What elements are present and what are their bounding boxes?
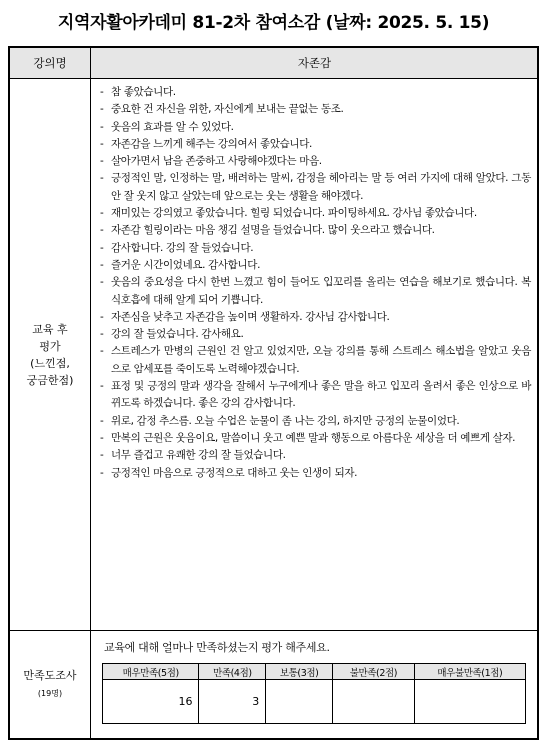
rating-value-very-satisfied: 16 [103, 680, 199, 724]
feedback-label-line: (느낀점, [30, 356, 70, 370]
feedback-text: 감사합니다. 강의 잘 들었습니다. [111, 241, 254, 254]
feedback-item [100, 343, 531, 378]
feedback-bullet: - [100, 137, 104, 150]
feedback-bullet: - [100, 449, 104, 462]
feedback-text: 웃음의 중요성을 다시 한번 느꼈고 힘이 들어도 입꼬리를 올리는 연습을 해보기로 했습니다. 복식호흡에 대해 알게 되어 기쁩니다. [111, 276, 531, 306]
rating-header-neutral: 보통(3점) [266, 664, 333, 680]
feedback-item [100, 84, 531, 101]
feedback-item [100, 240, 531, 257]
feedback-text: 자존감을 느끼게 해주는 강의여서 좋았습니다. [111, 137, 313, 150]
feedback-item [100, 465, 531, 482]
feedback-bullet: - [100, 172, 104, 185]
feedback-text: 너무 즐겁고 유쾌한 강의 잘 들었습니다. [111, 449, 286, 462]
feedback-text: 긍정적인 말, 인정하는 말, 배려하는 말씨, 감정을 헤아리는 말 등 여러 가지에 대해 알았다. 그동안 잘 웃지 않고 살았는데 앞으로는 웃는 생활을 해야겠다. [111, 172, 531, 202]
feedback-label [27, 321, 74, 389]
feedback-text: 참 좋았습니다. [111, 86, 176, 98]
feedback-bullet: - [100, 310, 104, 323]
feedback-bullet: - [100, 224, 104, 237]
feedback-row [10, 79, 537, 631]
feedback-text: 재미있는 강의였고 좋았습니다. 힐링 되었습니다. 파이팅하세요. 강사님 좋았습니다. [111, 207, 477, 220]
feedback-item [100, 136, 531, 153]
feedback-content-cell [92, 79, 537, 630]
feedback-text: 웃음의 효과를 알 수 있었다. [111, 120, 234, 133]
rating-header-very-satisfied: 매우만족(5점) [103, 664, 199, 680]
feedback-bullet: - [100, 466, 104, 479]
feedback-text: 표정 및 긍정의 말과 생각을 잘해서 누구에게나 좋은 말을 하고 입꼬리 올려서 좋은 인상으로 바뀌도록 하겠습니다. 좋은 강의 감사합니다. [111, 380, 531, 410]
satisfaction-value-row [103, 680, 526, 724]
rating-value-very-dissatisfied [414, 680, 525, 724]
feedback-text: 즐거운 시간이었네요. 감사합니다. [111, 258, 261, 271]
satisfaction-prompt: 교육에 대해 얼마나 만족하셨는지 평가 해주세요. [104, 641, 330, 654]
rating-value-dissatisfied [333, 680, 415, 724]
feedback-item [100, 430, 531, 447]
feedback-item [100, 274, 531, 309]
rating-header-very-dissatisfied: 매우불만족(1점) [414, 664, 525, 680]
feedback-text: 만복의 근원은 웃음이요, 말씀이니 웃고 예쁜 말과 행동으로 아름다운 세상을 더 예쁘게 살자. [111, 431, 516, 444]
feedback-item [100, 153, 531, 170]
satisfaction-row [10, 631, 537, 738]
feedback-item [100, 309, 531, 326]
feedback-bullet: - [100, 431, 104, 444]
feedback-bullet: - [100, 276, 104, 289]
feedback-text: 긍정적인 마음으로 긍정적으로 대하고 웃는 인생이 되자. [111, 466, 358, 479]
feedback-item [100, 101, 531, 118]
feedback-bullet: - [100, 120, 104, 133]
feedback-bullet: - [100, 207, 104, 220]
feedback-item [100, 222, 531, 239]
feedback-label-cell [10, 79, 91, 630]
feedback-item [100, 205, 531, 222]
feedback-label-line: 평가 [39, 339, 61, 353]
feedback-item [100, 170, 531, 205]
feedback-item [100, 119, 531, 136]
feedback-bullet: - [100, 414, 104, 427]
feedback-bullet: - [100, 103, 104, 116]
feedback-text: 중요한 건 자신을 위한, 자신에게 보내는 끝없는 동조. [111, 103, 344, 116]
survey-table [8, 46, 539, 740]
satisfaction-header-row [103, 664, 526, 680]
feedback-item [100, 447, 531, 464]
page-title: 지역자활아카데미 81-2차 참여소감 (날짜: 2025. 5. 15) [57, 13, 490, 33]
respondent-count: (19명) [37, 688, 63, 698]
satisfaction-label: 만족도조사 [23, 668, 77, 682]
feedback-bullet: - [100, 258, 104, 271]
feedback-bullet: - [100, 86, 104, 98]
header-lecture-name: 자존감 [297, 56, 332, 70]
feedback-bullet: - [100, 155, 104, 168]
feedback-item [100, 326, 531, 343]
feedback-bullet: - [100, 380, 104, 393]
feedback-list [100, 84, 531, 482]
feedback-text: 위로, 감정 추스름. 오늘 수업은 눈물이 좀 나는 강의, 하지만 긍정의 눈물이었다. [111, 414, 460, 427]
satisfaction-label-cell [10, 631, 91, 738]
satisfaction-table [102, 663, 526, 724]
satisfaction-content-cell [92, 631, 537, 738]
feedback-label-line: 궁금한점) [26, 373, 74, 387]
feedback-text: 스트레스가 만병의 근원인 건 알고 있었지만, 오늘 강의를 통해 스트레스 해소법을 알았고 웃음으로 암세포를 죽이도록 노력해야겠습니다. [111, 345, 531, 375]
feedback-text: 살아가면서 남을 존중하고 사랑해야겠다는 마음. [111, 155, 322, 168]
header-row [10, 48, 537, 79]
feedback-bullet: - [100, 241, 104, 254]
rating-value-satisfied: 3 [199, 680, 266, 724]
rating-header-satisfied: 만족(4점) [199, 664, 266, 680]
feedback-text: 강의 잘 들었습니다. 감사해요. [111, 328, 244, 341]
feedback-item [100, 413, 531, 430]
feedback-text: 자존감 힐링이라는 마음 챙김 설명을 들었습니다. 많이 웃으라고 했습니다. [111, 224, 435, 237]
feedback-text: 자존심을 낮추고 자존감을 높이며 생활하자. 강사님 감사합니다. [111, 310, 390, 323]
feedback-item [100, 257, 531, 274]
rating-header-dissatisfied: 불만족(2점) [333, 664, 415, 680]
feedback-bullet: - [100, 345, 104, 358]
header-lecture-label: 강의명 [10, 48, 91, 78]
feedback-label-line: 교육 후 [32, 322, 68, 336]
feedback-item [100, 378, 531, 413]
feedback-bullet: - [100, 328, 104, 341]
rating-value-neutral [266, 680, 333, 724]
